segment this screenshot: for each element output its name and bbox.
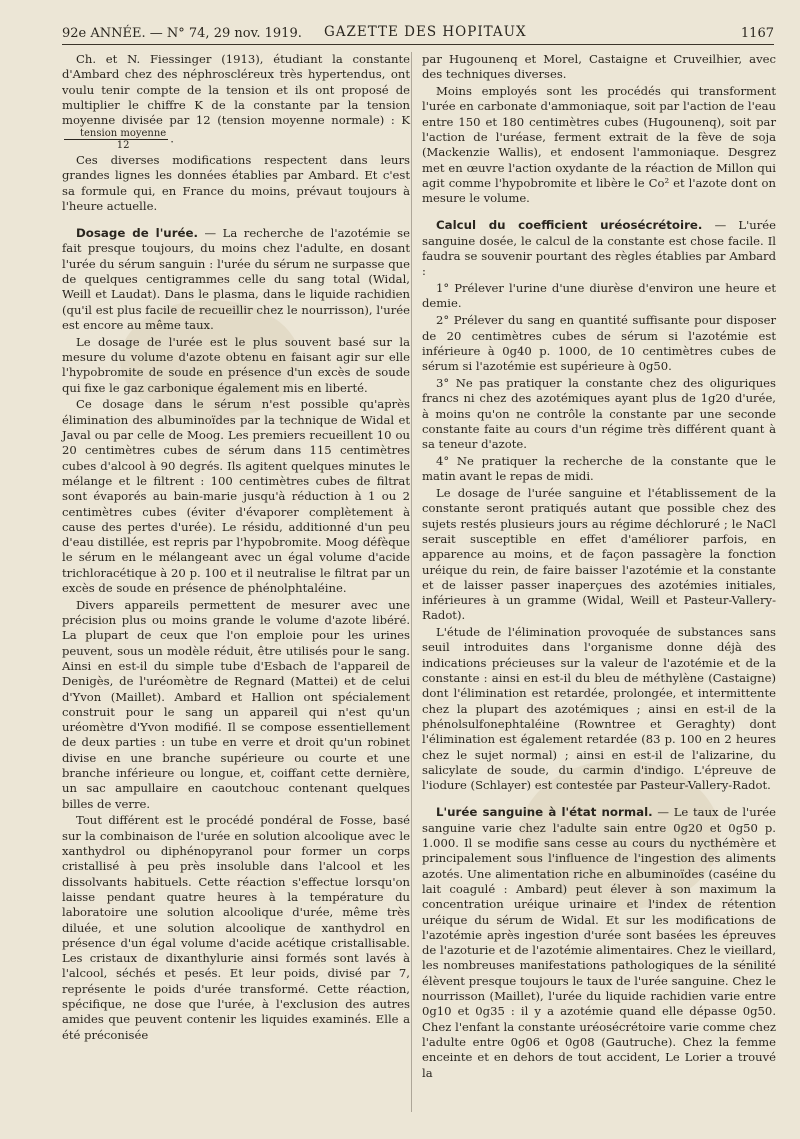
section-uree-normale <box>422 805 776 1080</box>
paragraph: Divers appareils permettent de mesurer avec une précision plus ou moins grande le volume d'azote libéré. La plupart de ceux que l'on emploie pour les urines peuvent, sous un modèle réduit, être utilisés pour le sang. Ainsi en est-il du simple tube d'Esbach de l'appareil de Denigès, de l'uréomètre de Regnard (Mattei) et de celui d'Yvon (Maillet). Ambard et Hallion ont spécialement construit pour le sang un appareil qui n'est qu'un uréomètre d'Yvon modifié. Il se compose essentiellement de deux parties : un tube en verre et droit qu'un robinet divise en une branche supérieure ou courte et une branche inférieure ou longue, et, coiffant cette dernière, un sac ampullaire en caoutchouc contenant quelques billes de verre. <box>62 597 410 811</box>
paragraph: Le dosage de l'urée sanguine et l'établissement de la constante seront pratiqués autant que possible chez des sujets restés plusieurs jours au régime déchloruré ; le NaCl serait susceptible en effet d'améliorer parfois, en apparence au moins, et de façon passagère la fonction uréique du rein, de faire baisser l'azotémie et la constante et de laisser passer inaperçues des azotémies initiales, inférieures à un gramme (Widal, Weill et Pasteur-Vallery-Radot). <box>422 486 776 623</box>
journal-title: GAZETTE DES HOPITAUX <box>324 24 527 40</box>
paragraph: L'étude de l'élimination provoquée de substances sans seuil introduites dans l'organisme donne déjà des indications précieuses sur la valeur de l'azotémie et de la constante : ainsi en est-il du bleu de méthylène (Castaigne) dont l'élimination est retardée, prolongée, et intermittente chez la plupart des azotémiques ; ainsi en est-il de la phénolsulfonephtaléine (Rowntree et Geraghty) dont l'élimination est également retardée (83 p. 100 en 2 heures chez le sujet normal) ; ainsi en est-il de l'alizarine, du salicylate de soude, du carmin d'indigo. L'épreuve de l'iodure (Schlayer) est contestée par Pasteur-Vallery-Radot. <box>422 625 776 793</box>
section-heading: Dosage de l'urée. <box>76 226 199 241</box>
fraction-numerator: tension moyenne <box>64 128 168 140</box>
fraction <box>64 128 168 151</box>
paragraph-text: Ch. et N. Fiessinger (1913), étudiant la constante d'Ambard chez des néphroscléreux très hypertendus, ont voulu tenir compte de la tension et ils ont proposé de multiplier le chiffre K de la constante par la tension moyenne divisée par 12 (tension moyenne normale) : K <box>62 52 410 128</box>
paragraph: Tout différent est le procédé pondéral de Fosse, basé sur la combinaison de l'urée en solution alcoolique avec le xanthydrol ou diphénopyranol pour former un corps cristallisé à peu près insoluble dans l'alcool et les dissolvants habituels. Cette réaction s'effectue lorsqu'on laisse pendant quatre heures à la température du laboratoire une solution alcoolique d'urée, même très diluée, et une solution alcoolique de xanthydrol en présence d'un égal volume d'acide acétique cristallisable. Les cristaux de dixanthylurie ainsi formés sont lavés à l'alcool, séchés et pesés. Et leur poids, divisé par 7, représente le poids d'urée transformé. Cette réaction, spécifique, ne dose que l'urée, à l'exclusion des autres amides que peuvent contenir les liquides examinés. Elle a été préconisée <box>62 813 410 1042</box>
paragraph: 1° Prélever l'urine d'une diurèse d'environ une heure et demie. <box>422 281 776 311</box>
paragraph: Ce dosage dans le sérum n'est possible qu'après élimination des albuminoïdes par la technique de Widal et Javal ou par celle de Moog. Les premiers recueillent 10 ou 20 centimètres cubes de sérum dans 115 centimètres cubes d'alcool à 90 degrés. Ils agitent quelques minutes le mélange et le filtrent : 100 centimètres cubes de filtrat sont évaporés au bain-marie jusqu'à réduction à 1 ou 2 centimètres cubes (éviter d'évaporer complètement à cause des pertes d'urée). Le résidu, additionné d'un peu d'eau distillée, est repris par l'hypobromite. Moog défèque le sérum en le mélangeant avec un égal volume d'acide trichloracétique à 20 p. 100 et il neutralise le filtrat par un excès de soude en présence de phénolphtaléine. <box>62 397 410 595</box>
issue-info: 92e ANNÉE. — N° 74, 29 nov. 1919. <box>62 26 302 41</box>
right-column <box>422 52 776 1082</box>
section-heading: Calcul du coefficient uréosécrétoire. <box>436 218 703 233</box>
paragraph-text: — Le taux de l'urée sanguine varie chez l'adulte sain entre 0g20 et 0g50 p. 1.000. Il se modifie sans cesse au cours du nycthémère et principalement sous l'influence de l'ingestion des aliments azotés. Une alimentation riche en albuminoïdes (caséine du lait coagulé : Ambard) peut élever à son maximum la concentration uréique urinaire et l'index de rétention uréique du sérum de Widal. Et sur les modifications de l'azotémie après ingestion d'urée sont basées les épreuves de l'azoturie et de l'azotémie alimentaires. Chez le vieillard, les nombreuses manifestations pathologiques de la sénilité élèvent presque toujours le taux de l'urée sanguine. Chez le nourrisson (Maillet), l'urée du liquide rachidien varie entre 0g10 et 0g35 : il y a azotémie quand elle dépasse 0g50. Chez l'enfant la constante uréosécrétoire varie comme chez l'adulte entre 0g06 et 0g08 (Gautruche). Chez la femme enceinte et en dehors de tout accident, Le Lorier a trouvé la <box>422 805 776 1080</box>
section-calcul <box>422 218 776 279</box>
paragraph: 3° Ne pas pratiquer la constante chez des oliguriques francs ni chez des azotémiques ayant plus de 1g20 d'urée, à moins qu'on ne contrôle la constante par une seconde constante faite au cours d'un régime très différent quant à sa teneur d'azote. <box>422 375 776 452</box>
section-heading: L'urée sanguine à l'état normal. <box>436 805 653 820</box>
page-number: 1167 <box>740 26 774 41</box>
paragraph: Moins employés sont les procédés qui transforment l'urée en carbonate d'ammoniaque, soit par l'action de l'eau entre 150 et 180 centimètres cubes (Hugounenq), soit par l'action de l'uréase, ferment extrait de la fève de soja (Mackenzie Wallis), et endosent l'ammoniaque. Desgrez met en œuvre l'action oxydante de la réaction de Millon qui agit comme l'hypobromite et libère le Co² et l'azote dont on mesure le volume. <box>422 84 776 206</box>
column-divider <box>411 52 412 1112</box>
paragraph: Ch. et N. Fiessinger (1913), étudiant la constante d'Ambard chez des néphroscléreux très hypertendus, ont voulu tenir compte de la tension et ils ont proposé de multiplier le chiffre K de la constante par la tension moyenne divisée par 12 (tension moyenne normale) : K $\frac{\text{tension moyenne}}{12}$ . <box>62 52 410 152</box>
paragraph: Ces diverses modifications respectent dans leurs grandes lignes les données établies par Ambard. Et c'est sa formule qui, en France du moins, prévaut toujours à l'heure actuelle. <box>62 152 410 213</box>
header-rule <box>62 44 774 45</box>
paragraph: par Hugounenq et Morel, Castaigne et Cruveilhier, avec des techniques diverses. <box>422 52 776 82</box>
left-column <box>62 52 410 1044</box>
paragraph: 2° Prélever du sang en quantité suffisante pour disposer de 20 centimètres cubes de sérum si l'azotémie est inférieure à 0g40 p. 1000, de 10 centimètres cubes de sérum si l'azotémie est supérieure à 0g50. <box>422 313 776 374</box>
section-dosage <box>62 226 410 333</box>
paragraph-text: — L'urée sanguine dosée, le calcul de la constante est chose facile. Il faudra se souvenir pourtant des règles établies par Ambard : <box>422 218 776 279</box>
page-header <box>62 18 774 44</box>
paragraph: Le dosage de l'urée est le plus souvent basé sur la mesure du volume d'azote obtenu en faisant agir sur elle l'hypobromite de soude en présence d'un excès de soude qui fixe le gaz carbonique également mis en liberté. <box>62 334 410 395</box>
fraction-denominator: 12 <box>116 140 130 152</box>
paragraph: 4° Ne pratiquer la recherche de la constante que le matin avant le repas de midi. <box>422 453 776 484</box>
paragraph-text: — La recherche de l'azotémie se fait presque toujours, du moins chez l'adulte, en dosant l'urée du sérum sanguin : l'urée du sérum ne surpasse que de quelques centigrammes celle du sang total (Widal, Weill et Laudat). Dans le plasma, dans le liquide rachidien (qu'il est plus facile de recueillir chez le nourrisson), l'urée est encore au même taux. <box>62 226 410 332</box>
